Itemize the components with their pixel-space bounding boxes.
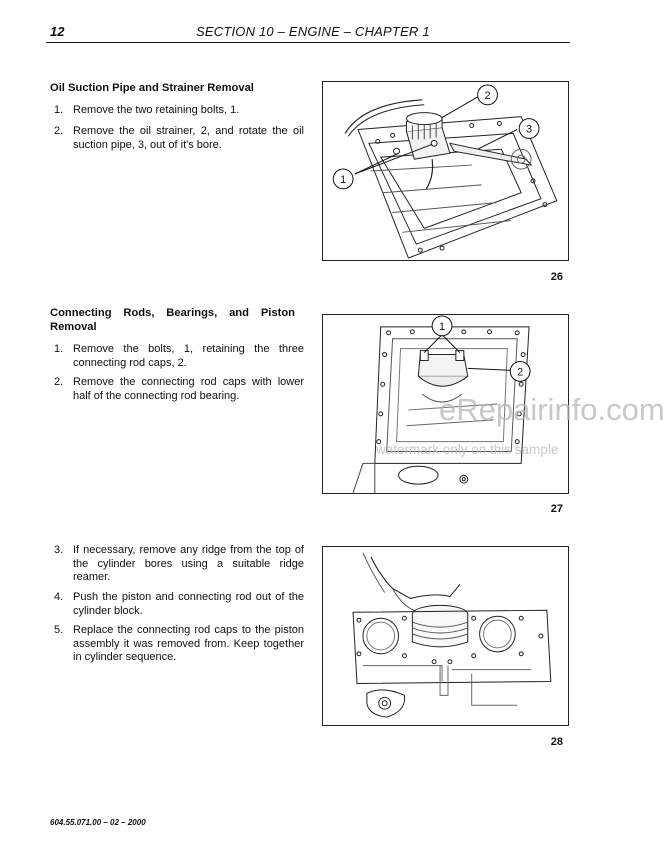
step-number: 2. [54,125,64,137]
step-text: Push the piston and connecting rod out of the cylinder block. [73,591,304,617]
callout-3 [519,119,539,139]
callout-2 [510,361,530,381]
step-text: Remove the bolts, 1, retaining the three connecting rod caps, 2. [73,343,304,369]
figure-28-piston-removal [322,546,569,726]
callout-1 [432,316,452,336]
figure-number: 26 [550,271,563,283]
step-number: 1. [54,104,64,116]
step-number: 3. [54,544,64,556]
callout-2 [478,85,498,105]
svg-text:1: 1 [439,320,446,333]
list-item [54,544,304,585]
piston-removal-illustration [323,547,568,725]
step-text: Remove the oil strainer, 2, and rotate the oil suction pipe, 3, out of it's bore. [73,125,304,151]
oil-strainer-illustration [323,82,568,260]
list-item [54,343,304,370]
figure-number: 28 [550,736,563,748]
section-heading-oil-suction: Oil Suction Pipe and Strainer Removal [50,82,254,94]
step-number: 2. [54,376,64,388]
list-item [54,104,304,118]
callout-1 [333,169,353,189]
svg-text:3: 3 [526,123,533,136]
step-text: Remove the connecting rod caps with lower half of the connecting rod bearing. [73,376,304,402]
figure-26-oil-strainer [322,81,569,261]
list-item [54,624,304,665]
svg-text:1: 1 [340,173,347,186]
running-head: SECTION 10 – ENGINE – CHAPTER 1 [196,24,430,39]
section-heading-connecting-rods: Connecting Rods, Bearings, and Piston Removal [50,307,295,333]
header-rule [46,42,570,43]
list-item [54,591,304,618]
step-number: 4. [54,591,64,603]
step-text: Replace the connecting rod caps to the piston assembly it was removed from. Keep together in cylinder sequence. [73,624,304,663]
step-number: 1. [54,343,64,355]
svg-text:2: 2 [517,366,524,379]
figure-number: 27 [550,503,563,515]
svg-text:2: 2 [484,89,491,102]
list-item [54,376,304,403]
list-item [54,125,304,152]
step-text: Remove the two retaining bolts, 1. [73,104,240,116]
step-text: If necessary, remove any ridge from the top of the cylinder bores using a suitable ridge reamer. [73,544,304,583]
watermark-notice: watermark only on this sample [376,442,559,457]
page-number: 12 [50,24,65,39]
step-number: 5. [54,624,64,636]
watermark-site: eRepairinfo.com [439,392,665,427]
document-code: 604.55.071.00 – 02 – 2000 [50,818,146,827]
